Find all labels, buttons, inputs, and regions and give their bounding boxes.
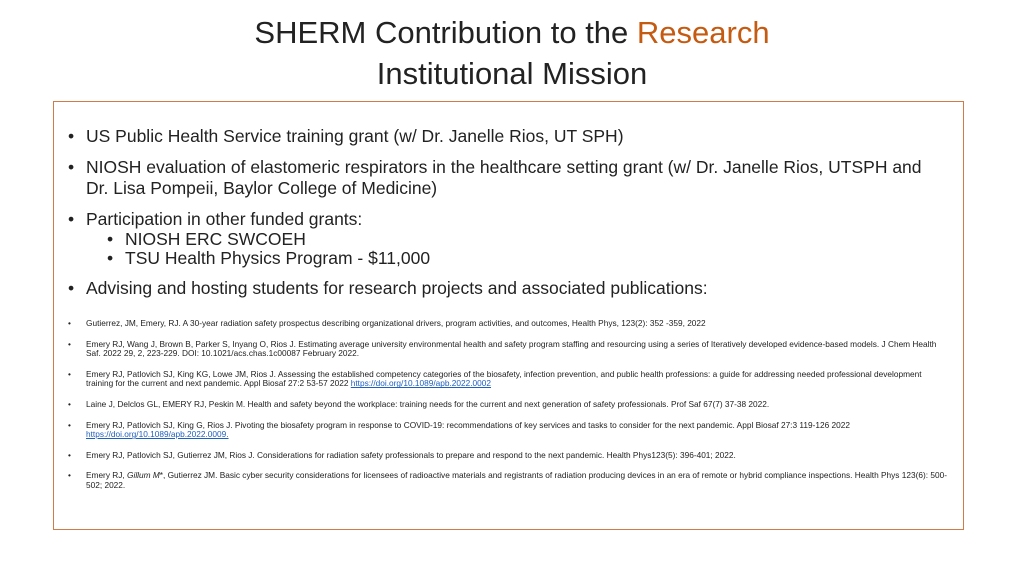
reference-item [68,370,948,389]
funded-grants-sublist [86,230,948,268]
doi-link[interactable]: https://doi.org/10.1089/apb.2022.0009. [86,429,229,440]
reference-text: Emery RJ, [86,470,128,481]
title-line-2: Institutional Mission [376,56,648,91]
bullet-funded-grants [68,209,948,268]
reference-text: *, Gutierrez JM. Basic cyber security considerations for licensees of radioactive materials and registrants of radiation producing devices in an era of remote or hybrid compliance inspections. Health Phys 123(6): 500-502; 2022. [86,470,947,490]
title-line-1 [0,12,1024,53]
title-accent-word: Research [636,15,770,50]
reference-item: • Laine J, Delclos GL, EMERY RJ, Peskin M. Health and safety beyond the workplace: training needs for the current and next generation of safety professionals. Prof Saf 67(7) 37-38 2022. [68,400,948,410]
sub-bullet-niosh-erc: • NIOSH ERC SWCOEH [86,230,948,249]
reference-item [68,421,948,440]
reference-list [68,319,948,502]
funded-grants-label: Participation in other funded grants: [86,209,363,229]
slide-title [0,12,1024,94]
reference-item: • Emery RJ, Patlovich SJ, Gutierrez JM, Rios J. Considerations for radiation safety professionals to prepare and respond to the next pandemic. Health Phys123(5): 396-401; 2022. [68,451,948,461]
title-prefix: SHERM Contribution to the [254,15,637,50]
main-bullet-list [68,126,948,309]
sub-bullet-tsu: • TSU Health Physics Program - $11,000 [86,249,948,268]
content-box [53,101,964,530]
reference-text: Emery RJ, Patlovich SJ, King G, Rios J. Pivoting the biosafety program in response to COVID-19: recommendations of key services and tasks to consider for the next pandemic. Appl Biosaf 27:3 119-126 2022 [86,419,851,430]
reference-text: Emery RJ, Patlovich SJ, King KG, Lowe JM, Rios J. Assessing the established competency categories of the biosafety, infection prevention, and public health professions: a guide for addressing needed professional development training for the current and next pandemic. Appl Biosaf 27:2 53-57 2022 [86,368,922,389]
reference-item [68,471,948,490]
bullet-niosh-respirators: • NIOSH evaluation of elastomeric respirators in the healthcare setting grant (w/ Dr. Janelle Rios, UTSPH and Dr. Lisa Pompeii, Baylor College of Medicine) [68,157,948,199]
bullet-training-grant: • US Public Health Service training grant (w/ Dr. Janelle Rios, UT SPH) [68,126,948,147]
reference-item: • Emery RJ, Wang J, Brown B, Parker S, Inyang O, Rios J. Estimating average university environmental health and safety program staffing and resourcing using a series of Iteratively developed evidence-based models. J Chem Health Saf. 2022 29, 2, 223-229. DOI: 10.1021/acs.chas.1c00087 February 2022. [68,340,948,359]
reference-italic-name: Gillum M [127,470,160,481]
bullet-advising: • Advising and hosting students for research projects and associated publications: [68,278,948,299]
doi-link[interactable]: https://doi.org/10.1089/apb.2022.0002 [350,378,492,389]
reference-item: • Gutierrez, JM, Emery, RJ. A 30-year radiation safety prospectus describing organizational drivers, program activities, and outcomes, Health Phys, 123(2): 352 -359, 2022 [68,319,948,329]
